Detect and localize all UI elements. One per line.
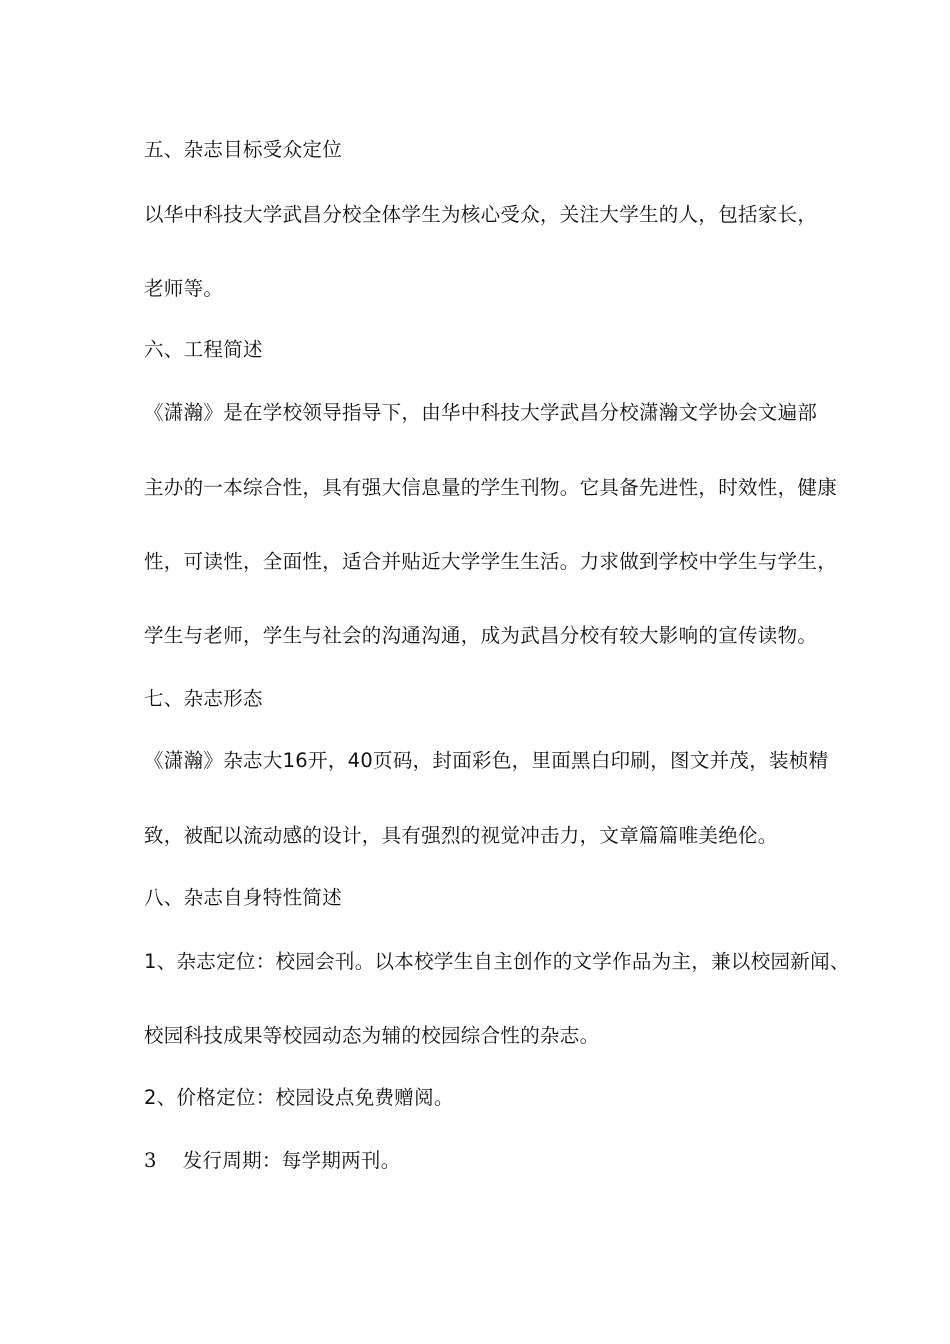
section-heading-6: 六、工程简述	[144, 338, 263, 361]
paragraph-line: 主办的一本综合性，具有强大信息量的学生刊物。它具备先进性，时效性，健康	[144, 476, 838, 499]
paragraph-line: 致，被配以流动感的设计，具有强烈的视觉冲击力，文章篇篇唯美绝伦。	[144, 824, 778, 847]
list-item-3	[144, 1149, 401, 1173]
list-item-number: 3	[144, 1149, 157, 1172]
list-item-line: 1、杂志定位：校园会刊。以本校学生自主创作的文学作品为主，兼以校园新闻、	[144, 950, 850, 973]
section-heading-8: 八、杂志自身特性简述	[144, 886, 343, 909]
list-item-text: 发行周期：每学期两刊。	[182, 1149, 401, 1172]
section-heading-7: 七、杂志形态	[144, 687, 263, 710]
paragraph-line: 《潇瀚》杂志大16开，40页码，封面彩色，里面黑白印刷，图文并茂，装桢精	[144, 749, 829, 772]
paragraph-line: 以华中科技大学武昌分校全体学生为核心受众，关注大学生的人，包括家长，	[144, 203, 818, 226]
paragraph-line: 《潇瀚》是在学校领导指导下，由华中科技大学武昌分校潇瀚文学协会文遍部	[144, 401, 818, 424]
list-item-line: 校园科技成果等校园动态为辅的校园综合性的杂志。	[144, 1024, 600, 1047]
paragraph-line: 性，可读性，全面性，适合并贴近大学学生生活。力求做到学校中学生与学生，	[144, 550, 838, 573]
paragraph-line: 学生与老师，学生与社会的沟通沟通，成为武昌分校有较大影响的宣传读物。	[144, 624, 818, 647]
list-item-line: 2、价格定位：校园设点免费赠阅。	[144, 1086, 454, 1109]
paragraph-line: 老师等。	[144, 277, 224, 300]
section-heading-5: 五、杂志目标受众定位	[144, 138, 343, 161]
